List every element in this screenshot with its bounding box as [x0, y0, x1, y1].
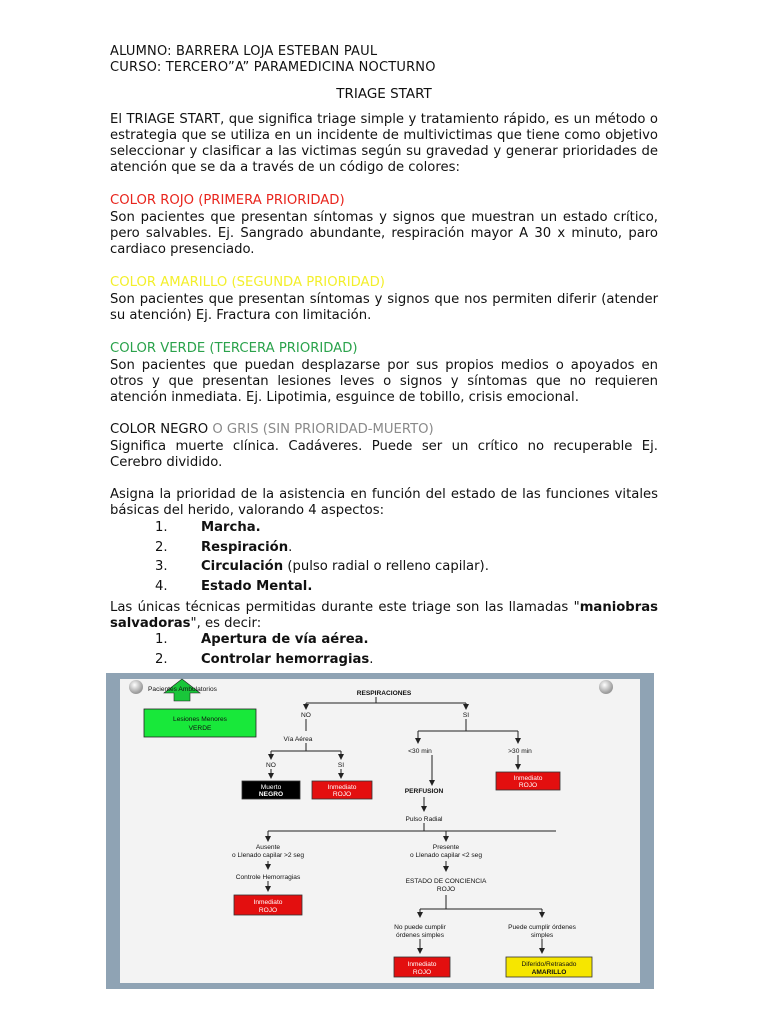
- list-item: 2. Respiración.: [155, 539, 293, 555]
- page-title: TRIAGE START: [336, 86, 432, 102]
- gt30-label: >30 min: [508, 748, 532, 755]
- maneuvers-list: [155, 630, 373, 669]
- green-paragraph: Son pacientes que puedan desplazarse por sus propios medios o apoyados en otros y que presentan lesiones leves o signos y síntomas que no requieren atención inmediata. Ej. Lipotimia, esguince de tobillo, crisis emocional.: [110, 358, 658, 405]
- no2-label: NO: [266, 762, 276, 769]
- perfusion-label: PERFUSION: [404, 788, 444, 795]
- can-obey-detail: simples: [530, 932, 554, 939]
- delayed-label: Diferido/Retrasado: [521, 961, 577, 968]
- minor-injuries-box: [144, 709, 256, 737]
- yellow-heading: COLOR AMARILLO (SEGUNDA PRIORIDAD): [110, 275, 385, 290]
- radial-label: Pulso Radial: [405, 816, 443, 823]
- list-item: 1. Apertura de vía aérea.: [155, 632, 369, 647]
- assign-paragraph: Asigna la prioridad de la asistencia en función del estado de las funciones vitales básicas del herido, valorando 4 aspectos:: [110, 487, 658, 518]
- no-label: NO: [301, 712, 311, 719]
- yellow-paragraph: Son pacientes que presentan síntomas y signos que nos permiten diferir (atender su atención) Ej. Fractura con limitación.: [110, 292, 658, 323]
- course-line: CURSO: TERCERO”A” PARAMEDICINA NOCTURNO: [110, 60, 436, 75]
- red-heading: COLOR ROJO (PRIMERA PRIORIDAD): [110, 193, 345, 208]
- consciousness-color: ROJO: [436, 886, 456, 893]
- ambulatory-label: Pacientes Ambulatorios: [148, 686, 217, 693]
- immediate-label: Inmediato: [407, 961, 437, 968]
- minor-color: VERDE: [188, 725, 212, 732]
- intro-paragraph: El TRIAGE START, que significa triage simple y tratamiento rápido, es un método o estrategia que se utiliza en un incidente de multivictimas que tiene como objetivo seleccionar y clasificar a las victimas según su gravedad y generar prioridades de atención que se da a través de un código de colores:: [110, 112, 658, 175]
- can-obey-label: Puede cumplir órdenes: [508, 924, 576, 931]
- cannot-obey-label: No puede cumplir: [394, 924, 446, 931]
- black-paragraph: Significa muerte clínica. Cadáveres. Puede ser un crítico no recuperable Ej. Cerebro dividido.: [110, 439, 658, 470]
- black-heading-main: COLOR NEGRO: [110, 422, 209, 437]
- techniques-paragraph: Las únicas técnicas permitidas durante este triage son las llamadas "maniobras salvadoras", es decir:: [110, 600, 658, 631]
- pin-icon: [599, 680, 613, 694]
- list-item: 4. Estado Mental.: [155, 578, 313, 594]
- immediate-color: ROJO: [412, 969, 432, 976]
- minor-label: Lesiones Menores: [173, 716, 227, 723]
- lt30-label: <30 min: [408, 748, 432, 755]
- control-label: Controle Hemorragias: [235, 874, 301, 881]
- pin-icon: [129, 680, 143, 694]
- red-paragraph: Son pacientes que presentan síntomas y signos que muestran un estado crítico, pero salvables. Ej. Sangrado abundante, respiración mayor A 30 x minuto, paro cardiaco presenciado.: [110, 210, 658, 257]
- flowchart-svg: [106, 673, 654, 989]
- dead-color: NEGRO: [258, 791, 284, 798]
- immediate-color: ROJO: [332, 791, 352, 798]
- absent-detail: o Llenado capilar >2 seg: [231, 852, 305, 859]
- triage-flowchart: [106, 673, 654, 989]
- list-item: 1. Marcha.: [155, 520, 261, 535]
- dead-label: Muerto: [260, 784, 282, 791]
- immediate-label: Inmediato: [513, 775, 543, 782]
- black-heading-sub: O GRIS (SIN PRIORIDAD-MUERTO): [208, 422, 434, 437]
- present-label: Presente: [432, 844, 460, 851]
- immediate-label: Inmediato: [253, 899, 283, 906]
- student-line: ALUMNO: BARRERA LOJA ESTEBAN PAUL: [110, 44, 378, 59]
- cannot-obey-detail: órdenes simples: [395, 932, 445, 939]
- immediate-color: ROJO: [518, 782, 538, 789]
- si2-label: SI: [337, 762, 345, 769]
- consciousness-label: ESTADO DE CONCIENCIA: [405, 878, 487, 885]
- immediate-color: ROJO: [258, 907, 278, 914]
- aspects-list: [155, 518, 489, 596]
- si-label: SI: [462, 712, 470, 719]
- present-detail: o Llenado capilar <2 seg: [409, 852, 483, 859]
- green-heading: COLOR VERDE (TERCERA PRIORIDAD): [110, 341, 358, 356]
- black-heading: [110, 422, 434, 437]
- list-item: 2. Controlar hemorragias.: [155, 651, 374, 667]
- delayed-color: AMARILLO: [531, 969, 567, 976]
- absent-label: Ausente: [255, 844, 281, 851]
- immediate-label: Inmediato: [327, 784, 357, 791]
- airway-label: Vía Aérea: [283, 736, 313, 743]
- list-item: 3. Circulación (pulso radial o relleno capilar).: [155, 559, 489, 574]
- breathing-label: RESPIRACIONES: [356, 690, 412, 697]
